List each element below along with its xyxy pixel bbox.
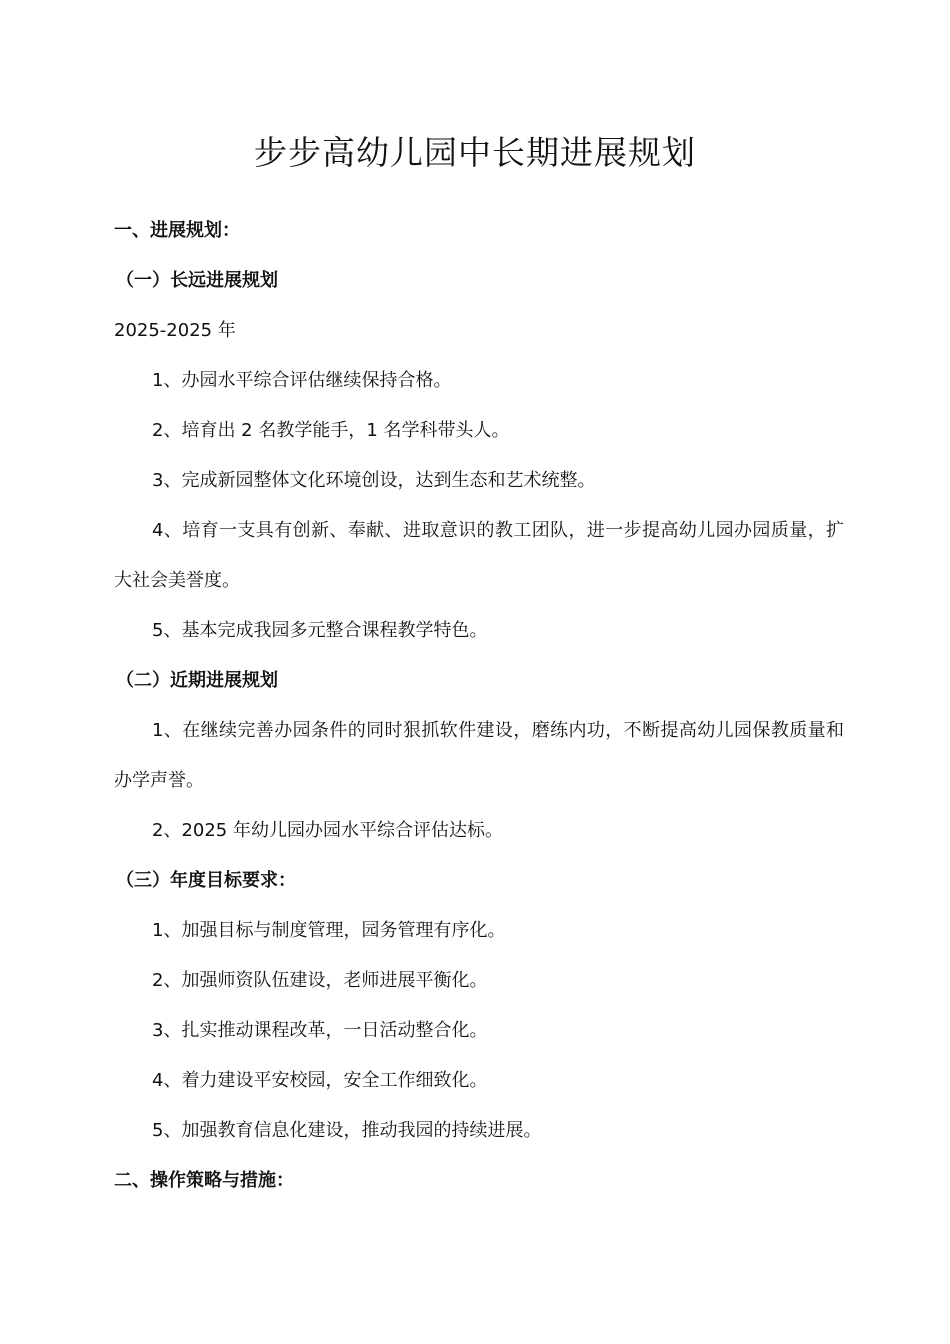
document-title: 步步高幼儿园中长期进展规划 — [254, 133, 696, 172]
document-body — [114, 206, 844, 1206]
list-item: 1、在继续完善办园条件的同时狠抓软件建设，磨练内功，不断提高幼儿园保教质量和办学声誉。 — [114, 720, 844, 791]
subsection-heading-annual-goals: （三）年度目标要求： — [116, 870, 296, 891]
subsection-heading-long-term: （一）长远进展规划 — [116, 270, 278, 291]
list-item: 5、加强教育信息化建设，推动我园的持续进展。 — [152, 1120, 542, 1141]
section-heading-plan: 一、进展规划： — [114, 220, 240, 241]
list-item: 4、培育一支具有创新、奉献、进取意识的教工团队，进一步提高幼儿园办园质量，扩大社会美誉度。 — [114, 520, 844, 591]
list-item: 5、基本完成我园多元整合课程教学特色。 — [152, 620, 488, 641]
list-item: 3、扎实推动课程改革，一日活动整合化。 — [152, 1020, 488, 1041]
list-item: 1、加强目标与制度管理，园务管理有序化。 — [152, 920, 506, 941]
period-text: 2025-2025 年 — [114, 320, 236, 341]
list-item: 3、完成新园整体文化环境创设，达到生态和艺术统整。 — [152, 470, 596, 491]
section-heading-strategies: 二、操作策略与措施： — [114, 1170, 294, 1191]
list-item: 2、培育出 2 名教学能手，1 名学科带头人。 — [152, 420, 510, 441]
list-item: 1、办园水平综合评估继续保持合格。 — [152, 370, 452, 391]
subsection-heading-near-term: （二）近期进展规划 — [116, 670, 278, 691]
list-item: 2、2025 年幼儿园办园水平综合评估达标。 — [152, 820, 503, 841]
list-item: 4、着力建设平安校园，安全工作细致化。 — [152, 1070, 488, 1091]
list-item: 2、加强师资队伍建设，老师进展平衡化。 — [152, 970, 488, 991]
